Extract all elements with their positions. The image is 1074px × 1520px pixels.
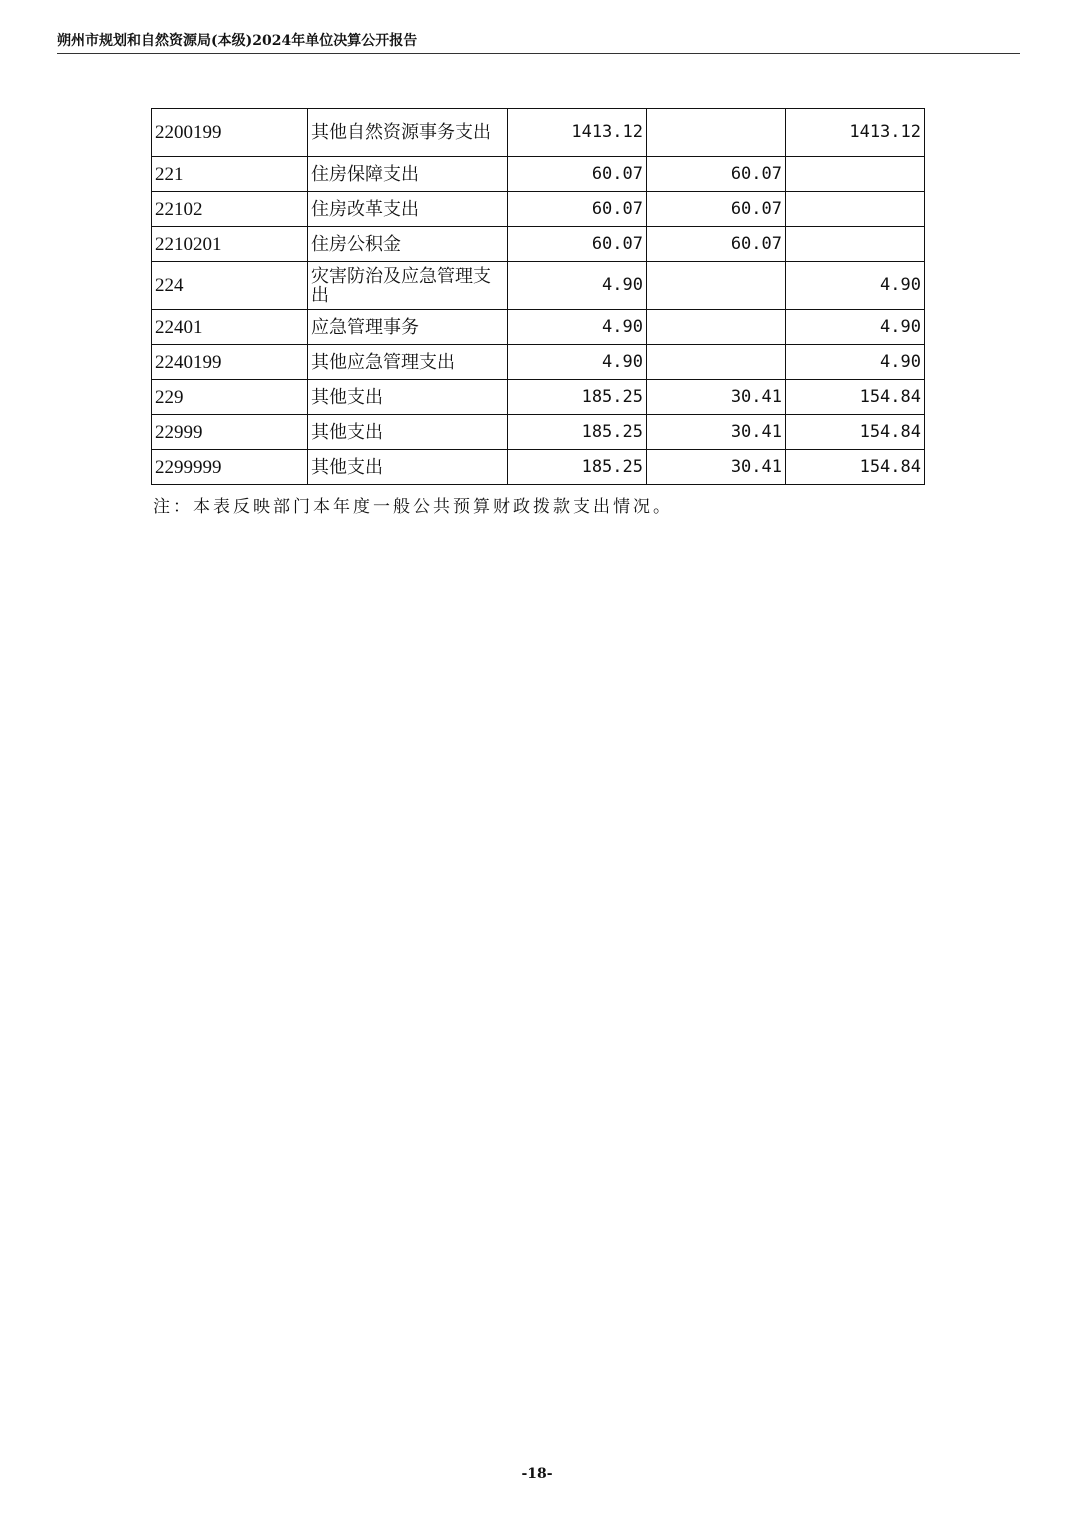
cell-project-expenditure <box>786 227 925 262</box>
table-row <box>152 450 925 485</box>
cell-subject-code: 2240199 <box>152 345 308 380</box>
cell-project-expenditure: 1413.12 <box>786 109 925 157</box>
cell-basic-expenditure: 30.41 <box>647 380 786 415</box>
cell-subject-name: 灾害防治及应急管理支出 <box>308 262 508 310</box>
cell-total: 4.90 <box>508 310 647 345</box>
table-row <box>152 310 925 345</box>
cell-total: 185.25 <box>508 415 647 450</box>
cell-total: 1413.12 <box>508 109 647 157</box>
cell-basic-expenditure: 30.41 <box>647 415 786 450</box>
cell-subject-name: 其他支出 <box>308 415 508 450</box>
table-row <box>152 380 925 415</box>
cell-subject-code: 2200199 <box>152 109 308 157</box>
table-row <box>152 192 925 227</box>
cell-basic-expenditure <box>647 310 786 345</box>
cell-total: 4.90 <box>508 345 647 380</box>
cell-basic-expenditure <box>647 345 786 380</box>
cell-total: 60.07 <box>508 227 647 262</box>
cell-project-expenditure: 4.90 <box>786 310 925 345</box>
cell-subject-code: 2299999 <box>152 450 308 485</box>
cell-subject-name: 住房公积金 <box>308 227 508 262</box>
cell-total: 60.07 <box>508 192 647 227</box>
cell-project-expenditure: 154.84 <box>786 450 925 485</box>
cell-subject-code: 224 <box>152 262 308 310</box>
cell-subject-name: 其他应急管理支出 <box>308 345 508 380</box>
cell-total: 60.07 <box>508 157 647 192</box>
cell-subject-name: 其他自然资源事务支出 <box>308 109 508 157</box>
table-note: 注：本表反映部门本年度一般公共预算财政拨款支出情况。 <box>153 497 673 517</box>
header-divider <box>57 53 1020 54</box>
page-header-title: 朔州市规划和自然资源局(本级)2024年单位决算公开报告 <box>57 33 418 49</box>
cell-subject-code: 229 <box>152 380 308 415</box>
cell-project-expenditure: 154.84 <box>786 415 925 450</box>
cell-subject-name: 住房保障支出 <box>308 157 508 192</box>
table-row <box>152 345 925 380</box>
table-row <box>152 109 925 157</box>
cell-subject-name: 住房改革支出 <box>308 192 508 227</box>
cell-subject-code: 2210201 <box>152 227 308 262</box>
cell-subject-name: 其他支出 <box>308 450 508 485</box>
table-row <box>152 262 925 310</box>
cell-subject-code: 22401 <box>152 310 308 345</box>
page-number: -18- <box>521 1466 553 1482</box>
cell-subject-code: 22999 <box>152 415 308 450</box>
cell-project-expenditure: 154.84 <box>786 380 925 415</box>
cell-subject-code: 221 <box>152 157 308 192</box>
expenditure-table <box>151 108 925 485</box>
cell-subject-name: 应急管理事务 <box>308 310 508 345</box>
cell-total: 4.90 <box>508 262 647 310</box>
table-row <box>152 227 925 262</box>
cell-project-expenditure: 4.90 <box>786 262 925 310</box>
cell-project-expenditure <box>786 192 925 227</box>
cell-basic-expenditure: 60.07 <box>647 192 786 227</box>
cell-basic-expenditure: 60.07 <box>647 157 786 192</box>
table-row <box>152 415 925 450</box>
cell-total: 185.25 <box>508 380 647 415</box>
cell-project-expenditure: 4.90 <box>786 345 925 380</box>
cell-total: 185.25 <box>508 450 647 485</box>
table-body <box>152 109 925 485</box>
cell-basic-expenditure: 60.07 <box>647 227 786 262</box>
cell-basic-expenditure: 30.41 <box>647 450 786 485</box>
cell-subject-code: 22102 <box>152 192 308 227</box>
table-row <box>152 157 925 192</box>
cell-subject-name: 其他支出 <box>308 380 508 415</box>
cell-project-expenditure <box>786 157 925 192</box>
cell-basic-expenditure <box>647 109 786 157</box>
cell-basic-expenditure <box>647 262 786 310</box>
